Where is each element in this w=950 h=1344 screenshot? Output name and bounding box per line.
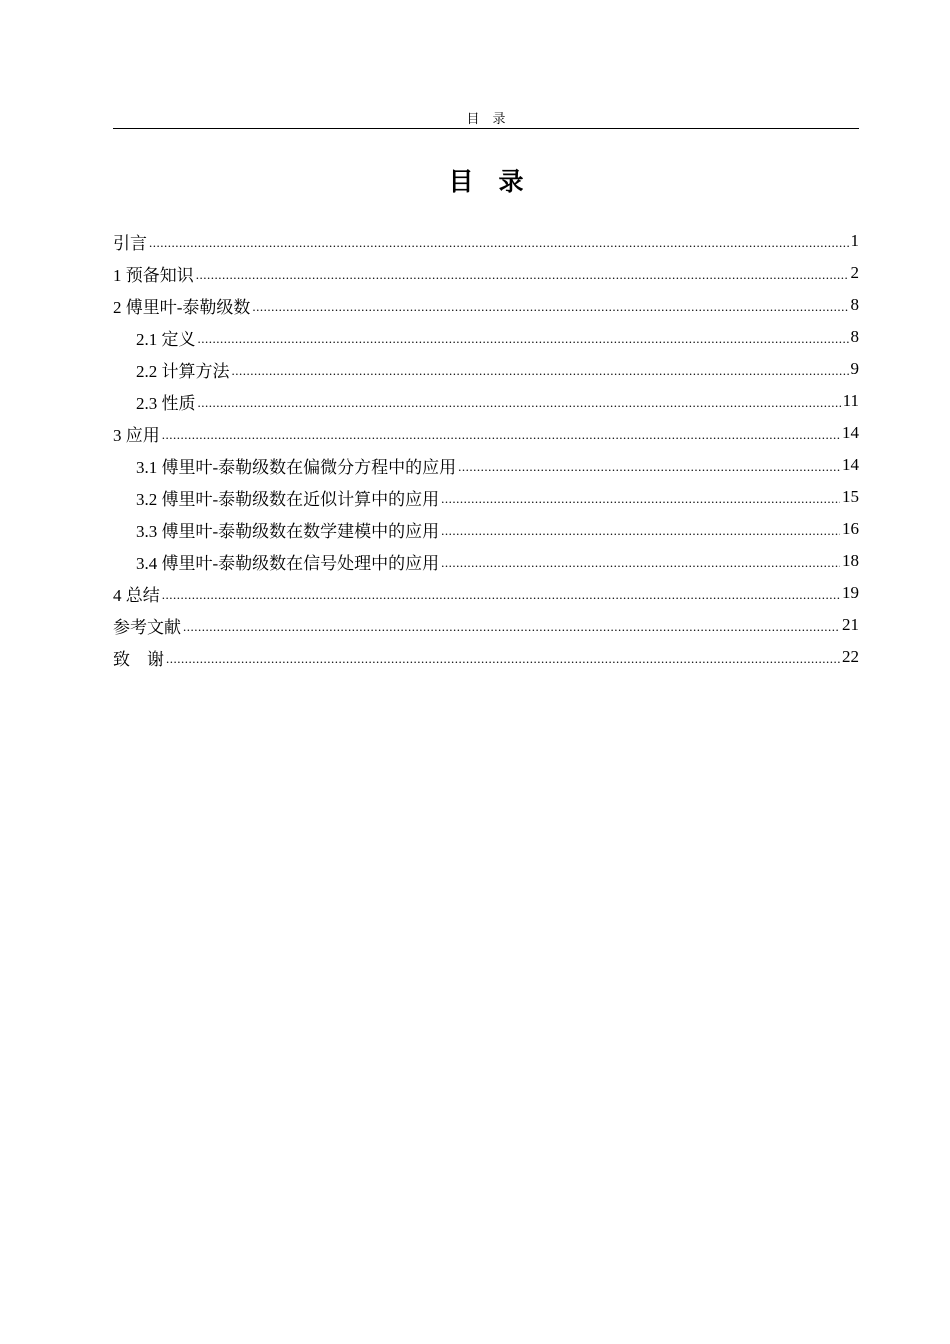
toc-entry-page: 19 bbox=[842, 583, 859, 602]
toc-entry-page: 2 bbox=[850, 263, 859, 282]
toc-entry-label: 2 傅里叶-泰勒级数 bbox=[113, 297, 251, 317]
toc-entry[interactable] bbox=[113, 481, 859, 513]
toc-entry-page: 8 bbox=[850, 295, 859, 314]
toc-leader-dots bbox=[252, 295, 848, 315]
toc-entry-page: 1 bbox=[850, 231, 859, 250]
toc-entry-label: 3.3 傅里叶-泰勒级数在数学建模中的应用 bbox=[136, 521, 440, 541]
toc-entry[interactable] bbox=[113, 449, 859, 481]
toc-leader-dots bbox=[162, 423, 840, 443]
toc-entry-page: 14 bbox=[842, 455, 859, 474]
toc-entry-label: 1 预备知识 bbox=[113, 265, 194, 285]
toc-leader-dots bbox=[441, 551, 840, 571]
toc-entry-label: 2.1 定义 bbox=[136, 329, 196, 349]
toc-entry-label: 参考文献 bbox=[113, 617, 181, 637]
toc-entry[interactable] bbox=[113, 513, 859, 545]
toc-entry-page: 16 bbox=[842, 519, 859, 538]
toc-entry-label: 3.2 傅里叶-泰勒级数在近似计算中的应用 bbox=[136, 489, 440, 509]
toc-entry-label: 2.2 计算方法 bbox=[136, 361, 230, 381]
page-title: 目 录 bbox=[448, 167, 524, 196]
toc-entry[interactable] bbox=[113, 353, 859, 385]
toc-entry-label: 4 总结 bbox=[113, 585, 160, 605]
toc-entry-label: 引言 bbox=[113, 233, 147, 253]
toc-entry-label: 致 谢 bbox=[113, 649, 164, 669]
toc-entry-page: 8 bbox=[850, 327, 859, 346]
toc-entry-label: 3 应用 bbox=[113, 425, 160, 445]
toc-entry[interactable] bbox=[113, 257, 859, 289]
toc-leader-dots bbox=[149, 231, 849, 251]
toc-entry[interactable] bbox=[113, 577, 859, 609]
toc-entry-label: 3.4 傅里叶-泰勒级数在信号处理中的应用 bbox=[136, 553, 440, 573]
toc-entry-page: 15 bbox=[842, 487, 859, 506]
toc-entry-label: 3.1 傅里叶-泰勒级数在偏微分方程中的应用 bbox=[136, 457, 457, 477]
table-of-contents bbox=[113, 225, 859, 673]
toc-entry-page: 18 bbox=[842, 551, 859, 570]
running-header-text: 目 录 bbox=[466, 111, 506, 126]
toc-leader-dots bbox=[458, 455, 840, 475]
toc-entry[interactable] bbox=[113, 321, 859, 353]
toc-entry-page: 14 bbox=[842, 423, 859, 442]
toc-leader-dots bbox=[441, 487, 840, 507]
header-rule bbox=[113, 128, 859, 129]
toc-leader-dots bbox=[198, 327, 849, 347]
toc-entry[interactable] bbox=[113, 225, 859, 257]
toc-entry-page: 11 bbox=[842, 391, 859, 410]
toc-entry-page: 22 bbox=[842, 647, 859, 666]
toc-entry[interactable] bbox=[113, 417, 859, 449]
toc-entry[interactable] bbox=[113, 545, 859, 577]
toc-leader-dots bbox=[166, 647, 840, 667]
toc-entry[interactable] bbox=[113, 641, 859, 673]
toc-entry-label: 2.3 性质 bbox=[136, 393, 196, 413]
toc-entry[interactable] bbox=[113, 289, 859, 321]
toc-entry[interactable] bbox=[113, 385, 859, 417]
toc-leader-dots bbox=[232, 359, 849, 379]
toc-leader-dots bbox=[162, 583, 840, 603]
toc-leader-dots bbox=[198, 391, 841, 411]
running-header bbox=[113, 108, 859, 127]
toc-entry[interactable] bbox=[113, 609, 859, 641]
toc-entry-page: 9 bbox=[850, 359, 859, 378]
toc-entry-page: 21 bbox=[842, 615, 859, 634]
toc-leader-dots bbox=[441, 519, 840, 539]
toc-leader-dots bbox=[183, 615, 840, 635]
toc-leader-dots bbox=[196, 263, 849, 283]
